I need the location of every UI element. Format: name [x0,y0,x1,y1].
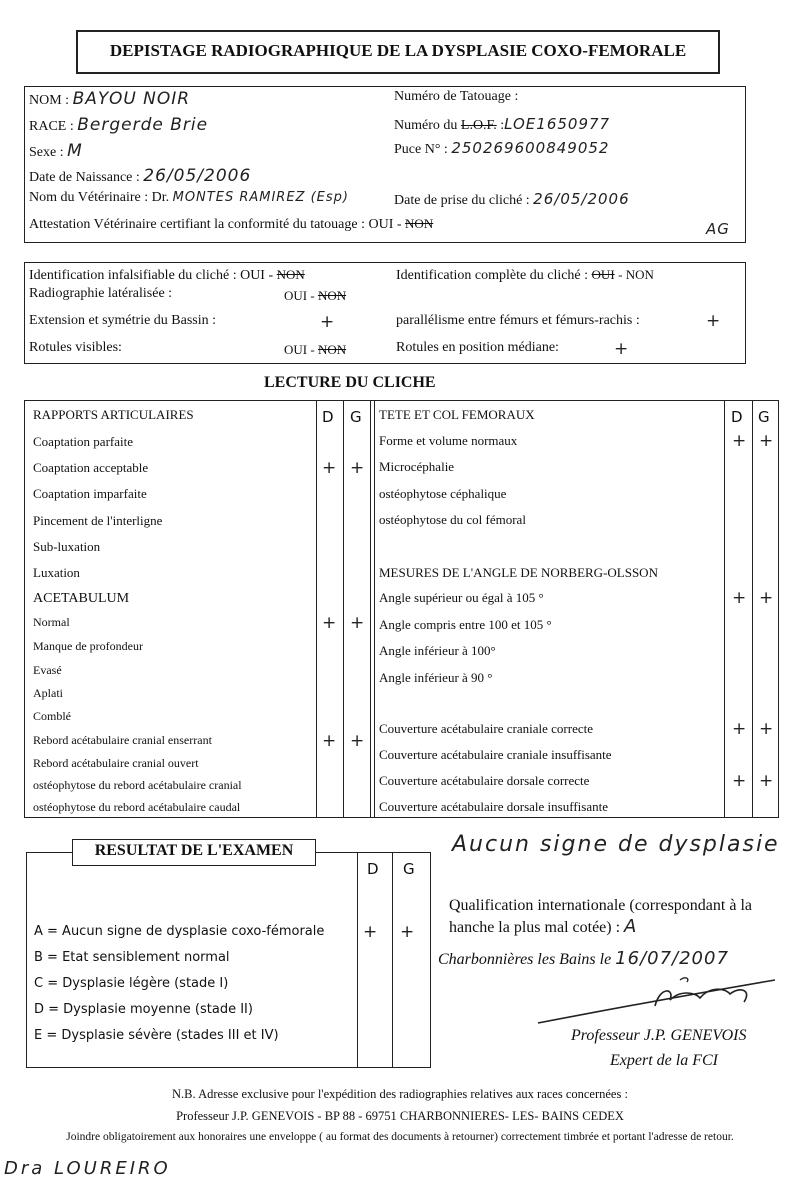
nom-field: NOM : BAYOU NOIR [29,89,191,109]
qualification-line-2: hanche la plus mal cotée) : A [449,916,638,937]
table-row-mark-g: + [350,731,366,751]
table-row-mark-g: + [350,458,366,478]
signer-name: Professeur J.P. GENEVOIS [571,1027,747,1044]
table-row-label: Evasé [33,663,62,677]
table-row-label: ostéophytose céphalique [379,486,507,501]
qualification-place: Charbonnières les Bains le 16/07/2007 [438,948,729,969]
table-row-label: Couverture acétabulaire craniale correcte [379,721,593,736]
table-row-label: Couverture acétabulaire craniale insuffisante [379,747,612,762]
table-row-label: Luxation [33,565,80,580]
resultat-divider-g [392,853,393,1067]
table-row-label: Aplati [33,686,63,700]
table-row-mark-g: + [759,771,775,791]
verif-row-4-value: OUI - NON [284,342,347,357]
table-row-mark-d: + [363,922,379,942]
table-row-label: Forme et volume normaux [379,433,518,448]
naissance-field: Date de Naissance : 26/05/2006 [29,166,252,186]
footer-line-1: N.B. Adresse exclusive pour l'expédition des radiographies relatives aux races concernées : [172,1087,628,1101]
footer-line-2: Professeur J.P. GENEVOIS - BP 88 - 69751 CHARBONNIERES- LES- BAINS CEDEX [176,1109,624,1123]
puce-field: Puce N° : 250269600849052 [394,139,610,157]
table-row-label: Angle compris entre 100 et 105 ° [379,617,552,632]
table-row-mark-d: + [732,719,748,739]
lof-field: Numéro du L.O.F. :LOE1650977 [394,115,611,133]
date-cliche-value: 26/05/2006 [533,190,630,208]
qualification-value: A [624,916,638,937]
table-row-label: Comblé [33,709,71,723]
table-row-mark-d: + [322,613,338,633]
left-col-d: D [322,408,334,426]
resultat-col-d: D [367,860,379,878]
verif-row-2-left: Radiographie latéralisée : [29,286,173,301]
page-title: DEPISTAGE RADIOGRAPHIQUE DE LA DYSPLASIE COXO-FEMORALE [109,41,687,60]
table-row-label: C = Dysplasie légère (stade I) [34,976,229,991]
col-divider-right-d [724,401,725,817]
table-row-label: ostéophytose du rebord acétabulaire cranial [33,778,242,792]
verif-row-3-left: Extension et symétrie du Bassin : [29,313,217,328]
table-row-mark-d: + [732,588,748,608]
table-row-label: Angle inférieur à 90 ° [379,670,493,685]
veterinaire-value: MONTES RAMIREZ (Esp) [172,190,349,205]
table-row-label: Angle supérieur ou égal à 105 ° [379,590,544,605]
table-row-label: Coaptation imparfaite [33,486,147,501]
table-row-label: Couverture acétabulaire dorsale correcte [379,773,590,788]
table-row-mark-g: + [759,431,775,451]
resultat-title: RESULTAT DE L'EXAMEN [94,842,294,859]
table-row-label: Normal [33,615,70,629]
verif-row-4-left: Rotules visibles: [29,340,122,355]
table-row-label: ostéophytose du col fémoral [379,512,526,527]
verif-row-4-right-mark: + [614,339,630,359]
table-row-mark-g: + [400,922,416,942]
table-row-mark-d: + [732,431,748,451]
verif-row-1-left: Identification infalsifiable du cliché : OUI - NON [29,267,305,283]
table-row-label: B = Etat sensiblement normal [34,950,230,965]
verif-row-2-value: OUI - NON [284,288,347,303]
right-col-g: G [758,408,770,426]
table-row-label: Pincement de l'interligne [33,513,163,528]
resultat-col-g: G [403,860,415,878]
verif-row-3-right-mark: + [706,311,722,331]
col-divider-left-d [316,401,317,817]
naissance-value: 26/05/2006 [143,166,252,186]
table-row-mark-g: + [759,588,775,608]
verif-row-3-right: parallélisme entre fémurs et fémurs-rachis : [396,313,640,328]
table-row-mark-d: + [322,458,338,478]
table-row-label: Rebord acétabulaire cranial enserrant [33,733,212,747]
nom-value: BAYOU NOIR [72,89,191,109]
col-divider-center-1 [370,401,371,817]
table-row-label: MESURES DE L'ANGLE DE NORBERG-OLSSON [379,565,658,580]
handwritten-conclusion: Aucun signe de dysplasie [452,832,780,857]
table-row-label: Manque de profondeur [33,639,143,653]
race-value: Bergerde Brie [77,115,209,135]
lof-value: LOE1650977 [504,115,611,133]
race-field: RACE : Bergerde Brie [29,115,209,135]
sexe-value: M [67,141,83,161]
verif-row-1-right: Identification complète du cliché : OUI - NON [396,267,654,283]
table-row-label: Coaptation acceptable [33,460,149,475]
table-row-label: ostéophytose du rebord acétabulaire caudal [33,800,241,814]
qualification-date: 16/07/2007 [615,948,729,969]
table-row-mark-g: + [759,719,775,739]
attestation-non: NON [405,216,434,231]
table-row-label: A = Aucun signe de dysplasie coxo-fémorale [34,924,325,939]
table-row-label: Couverture acétabulaire dorsale insuffisante [379,799,608,814]
table-row-label: Microcéphalie [379,459,455,474]
right-col-d: D [731,408,743,426]
table-row-mark-d: + [322,731,338,751]
veterinaire-field: Nom du Vétérinaire : Dr. MONTES RAMIREZ (Esp) [29,190,349,205]
table-row-label: Rebord acétabulaire cranial ouvert [33,756,199,770]
left-table-header: RAPPORTS ARTICULAIRES [33,407,194,422]
table-row-mark-g: + [350,613,366,633]
puce-value: 250269600849052 [451,139,610,157]
table-row-mark-d: + [732,771,748,791]
table-row-label: ACETABULUM [33,591,130,606]
col-divider-left-g [343,401,344,817]
footer-handwritten: Dra LOUREIRO [4,1158,171,1179]
table-row-label: Sub-luxation [33,539,101,554]
footer-line-3: Joindre obligatoirement aux honoraires une enveloppe ( au format des documents à retourner) correctement timbrée et portant l'adresse de retour. [66,1131,734,1143]
table-row-label: E = Dysplasie sévère (stades III et IV) [34,1028,279,1043]
verif-row-4-right: Rotules en position médiane: [396,340,559,355]
tatouage-field: Numéro de Tatouage : [394,89,519,104]
verif-row-3-mark: + [320,312,336,332]
lecture-title: LECTURE DU CLICHE [264,374,436,391]
qualification-line-1: Qualification internationale (correspondant à la [449,897,752,914]
col-divider-right-g [752,401,753,817]
table-row-label: Angle inférieur à 100° [379,643,496,658]
table-row-label: Coaptation parfaite [33,434,133,449]
attestation-field: Attestation Vétérinaire certifiant la conformité du tatouage : OUI - NON [29,216,434,232]
right-table-header: TETE ET COL FEMORAUX [379,407,535,422]
signer-title: Expert de la FCI [610,1052,718,1069]
left-col-g: G [350,408,362,426]
initials: AG [706,220,730,238]
resultat-divider-d [357,853,358,1067]
col-divider-center-2 [374,401,375,817]
date-cliche-field: Date de prise du cliché : 26/05/2006 [394,190,630,208]
table-row-label: D = Dysplasie moyenne (stade II) [34,1002,253,1017]
sexe-field: Sexe : M [29,141,83,161]
